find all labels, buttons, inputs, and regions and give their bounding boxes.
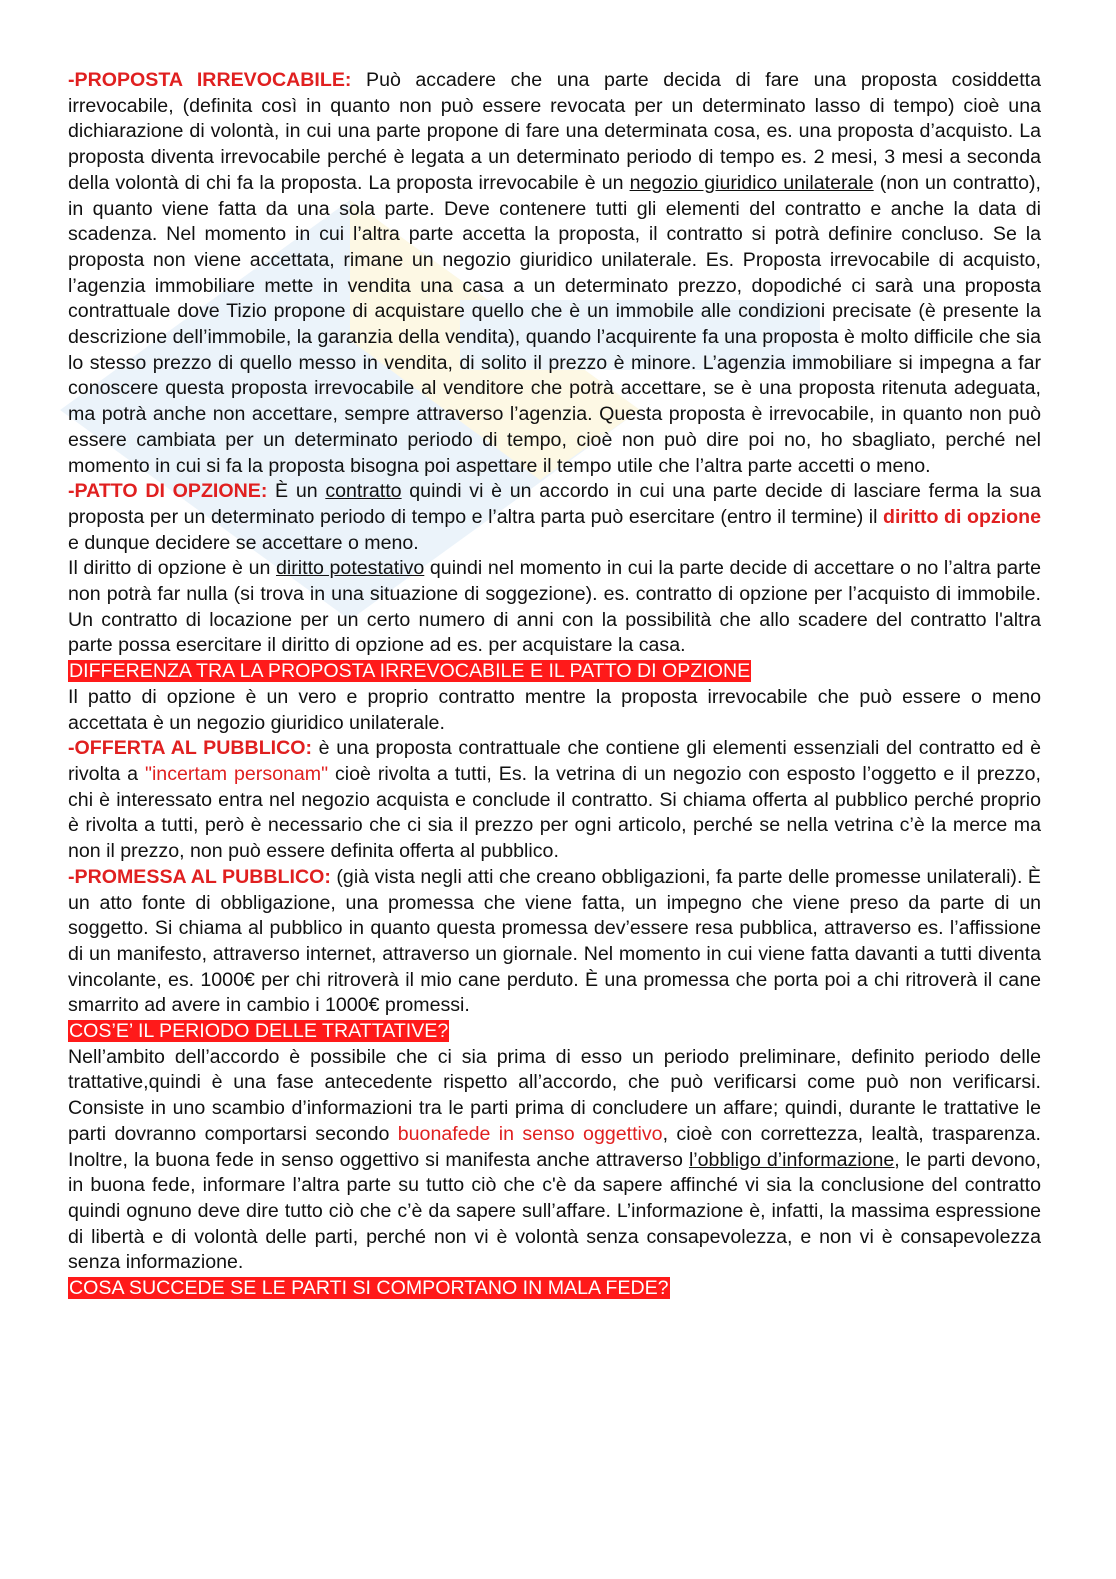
question-heading-mala-fede: COSA SUCCEDE SE LE PARTI SI COMPORTANO IN MALA FEDE? bbox=[69, 1277, 669, 1300]
underlined-term: contratto bbox=[325, 480, 402, 503]
text: cioè rivolta a tutti, Es. la vetrina di un negozio con esposto l’oggetto e il prezzo, chi è interessato entra nel negozio acquista e conclude il contratto. Si chiama offerta al pubblico perché proprio è rivolta a tutti, però è necessario che ci sia il prezzo per ogni articolo, perché se nella vetrina c’è la merce ma non il prezzo, non può essere definita offerta al pubblico. bbox=[68, 762, 1042, 863]
heading-promessa-al-pubblico: -PROMESSA AL PUBBLICO: bbox=[68, 865, 331, 888]
text: Il patto di opzione è un vero e proprio contratto mentre la proposta irrevocabile che può essere o meno accettata è un negozio giuridico unilaterale. bbox=[68, 685, 1041, 734]
text: è una proposta contrattuale che contiene gli elementi essenziali del contratto ed è rivolta a bbox=[68, 737, 1041, 785]
text: È un bbox=[267, 480, 326, 503]
section-promessa-al-pubblico bbox=[68, 865, 1041, 1019]
text: Il diritto di opzione è un bbox=[68, 557, 276, 580]
text: (già vista negli atti che creano obbligazioni, fa parte delle promesse unilaterali). È un atto fonte di obbligazione, una promessa che viene fatta, un impegno che viene preso da parte di un soggetto. Si chiama al pubblico in quanto questa promessa dev’essere resa pubblica, attraverso es. l’affissione di un manifesto, attraverso internet, attraverso un giornale. Nel momento in cui viene fatta davanti a tutti diventa vincolante, es. 1000€ per chi ritroverà il mio cane perduto. È una promessa che porta poi a chi ritroverà il cane smarrito ad avere in cambio i 1000€ promessi. bbox=[68, 865, 1041, 1017]
text: (non un contratto), in quanto viene fatta da una sola parte. Deve contenere tutti gli elementi del contratto e anche la data di scadenza. Nel momento in cui l’altra parte accetta la proposta, il contratto si potrà definire concluso. Se la proposta non viene accettata, rimane un negozio giuridico unilaterale. Es. Proposta irrevocabile di acquisto, l’agenzia immobiliare mette in vendita una casa a un determinato prezzo, dopodiché ci sarà una proposta contrattuale dove Tizio propone di acquistare quello che è un immobile alle condizioni precisate (è presente la descrizione dell’immobile, la garanzia della vendita), quando l’acquirente fa una proposta è molto difficile che sia lo stesso prezzo di quello messo in vendita, di solito il prezzo è minore. L’agenzia immobiliare si impegna a far conoscere questa proposta irrevocabile al venditore che potrà accettare, se è una proposta ritenuta adeguata, ma potrà anche non accettare, sempre attraverso l’agenzia. Questa proposta è irrevocabile, in quanto non può essere cambiata per un determinato periodo di tempo, cioè non può dire poi no, ho sbagliato, perché nel momento in cui si fa la proposta bisogna poi aspettare il tempo utile che l’altra parte accetti o meno. bbox=[68, 171, 1041, 477]
heading-patto-di-opzione: -PATTO DI OPZIONE: bbox=[68, 480, 268, 503]
text: le parti devono, in buona fede, informare l’altra parte su tutto ciò che c'è da sapere affinché vi sia la conclusione del contratto quindi ognuno deve dire tutto ciò che c’è da sapere sull’affare. L’informazione è, infatti, la massima espressione di libertà e di volontà delle parti, perché non vi è volontà senza consapevolezza, e non vi è consapevolezza senza informazione. bbox=[68, 1148, 1041, 1274]
text: Può accadere che una parte decida di fare una proposta cosiddetta irrevocabile, (definita così in quanto non può essere revocata per un determinato lasso di tempo) cioè una dichiarazione di volontà, in cui una parte propone di fare una determinata cosa, es. una proposta d’acquisto. La proposta diventa irrevocabile perché è legata a un determinato periodo di tempo es. 2 mesi, 3 mesi a seconda della volontà di chi fa la proposta. La proposta irrevocabile è un bbox=[68, 69, 1041, 194]
highlighted-term: buonafede in senso oggettivo bbox=[397, 1122, 663, 1145]
underlined-term: negozio giuridico unilaterale bbox=[629, 171, 874, 194]
highlighted-term: diritto di opzione bbox=[883, 505, 1042, 528]
text: , cioè con correttezza, lealtà, trasparenza. Inoltre, la buona fede in senso oggettivo si manifesta anche attraverso bbox=[68, 1122, 1041, 1171]
text: quindi nel momento in cui la parte decide di accettare o no l’altra parte non potrà far nulla (si trova in una situazione di soggezione). es. contratto di opzione per l’acquisto di immobile. Un contratto di locazione per un certo numero di anni con la possibilità che allo scadere del contratto l'altra parte possa esercitare il diritto di opzione ad es. per acquistare la casa. bbox=[68, 557, 1042, 657]
highlighted-term: "incertam personam" bbox=[145, 762, 329, 785]
paragraph-diritto-di-opzione bbox=[68, 556, 1041, 659]
text: quindi vi è un accordo in cui una parte decide di lasciare ferma la sua proposta per un determinato periodo di tempo e l’altra parta può esercitare (entro il termine) il bbox=[68, 480, 1041, 528]
document-body bbox=[68, 68, 1041, 1302]
heading-offerta-al-pubblico: -OFFERTA AL PUBBLICO: bbox=[68, 737, 313, 760]
text: e dunque decidere se accettare o meno. bbox=[68, 531, 419, 554]
question-heading-differenza: DIFFERENZA TRA LA PROPOSTA IRREVOCABILE E IL PATTO DI OPZIONE bbox=[69, 660, 751, 683]
section-proposta-irrevocabile bbox=[68, 68, 1041, 479]
text: Nell’ambito dell’accordo è possibile che ci sia prima di esso un periodo preliminare, definito periodo delle trattative,quindi è una fase antecedente rispetto all’accordo, che può verificarsi come può non verificarsi. Consiste in uno scambio d’informazioni tra le parti prima di concludere un affare; quindi, durante le trattative le parti dovranno comportarsi secondo bbox=[68, 1045, 1041, 1145]
paragraph-differenza bbox=[68, 685, 1041, 736]
heading-proposta-irrevocabile: -PROPOSTA IRREVOCABILE: bbox=[68, 69, 352, 91]
question-heading-trattative: COS’E’ IL PERIODO DELLE TRATTATIVE? bbox=[69, 1020, 449, 1043]
section-patto-di-opzione bbox=[68, 479, 1041, 556]
underlined-term: l’obbligo d’informazione, bbox=[688, 1148, 900, 1171]
section-offerta-al-pubblico bbox=[68, 736, 1041, 865]
paragraph-trattative bbox=[68, 1045, 1041, 1276]
underlined-term: diritto potestativo bbox=[276, 557, 425, 580]
